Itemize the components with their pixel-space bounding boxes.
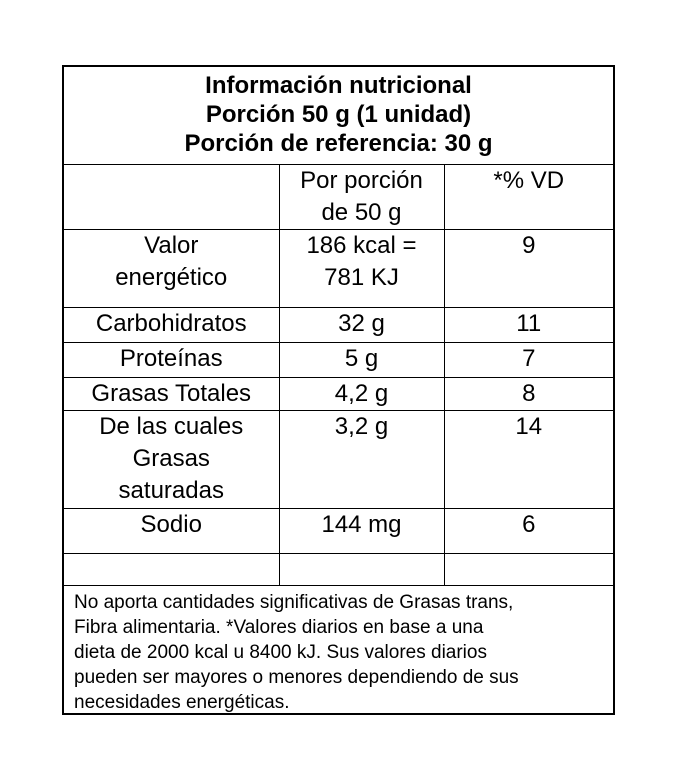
nutrient-dv: 11 — [444, 308, 613, 343]
nutrient-dv: 6 — [444, 509, 613, 554]
nutrient-name: Carbohidratos — [64, 308, 279, 343]
nutrient-name — [64, 230, 279, 308]
table-row — [64, 343, 613, 378]
nutrient-name — [64, 411, 279, 509]
label-header — [64, 67, 613, 165]
nutrient-name-line: energético — [115, 264, 228, 291]
empty-table-row — [64, 554, 613, 586]
nutrition-facts-label — [62, 65, 615, 715]
nutrient-header-cell — [64, 165, 279, 230]
nutrient-name-line: Valor — [144, 232, 199, 259]
nutrient-dv: 9 — [444, 230, 613, 308]
per-serving-header-line: Por porción — [300, 167, 423, 194]
table-row — [64, 378, 613, 411]
nutrient-amount: 3,2 g — [279, 411, 444, 509]
footnote-line: Fibra alimentaria. *Valores diarios en base a una — [74, 617, 484, 638]
empty-cell — [64, 554, 279, 586]
nutrient-dv: 8 — [444, 378, 613, 411]
nutrient-amount-line: 781 KJ — [324, 264, 399, 291]
empty-cell — [444, 554, 613, 586]
nutrition-table — [64, 165, 613, 586]
nutrient-name-line: De las cuales — [99, 413, 244, 440]
per-serving-header-line: de 50 g — [321, 199, 402, 226]
reference-serving: Porción de referencia: 30 g — [184, 130, 493, 157]
nutrient-amount — [279, 230, 444, 308]
daily-value-header: *% VD — [444, 165, 613, 230]
nutrient-dv: 7 — [444, 343, 613, 378]
nutrient-dv: 14 — [444, 411, 613, 509]
label-title: Información nutricional — [205, 72, 472, 99]
serving-size: Porción 50 g (1 unidad) — [205, 101, 472, 128]
table-row — [64, 411, 613, 509]
nutrient-name: Grasas Totales — [64, 378, 279, 411]
table-row — [64, 308, 613, 343]
empty-cell — [279, 554, 444, 586]
nutrient-name: Sodio — [64, 509, 279, 554]
footnote — [64, 585, 613, 715]
nutrient-name-line: Grasas — [132, 445, 210, 472]
nutrient-amount-line: 186 kcal = — [306, 232, 417, 259]
footnote-line: necesidades energéticas. — [74, 692, 290, 713]
nutrient-name: Proteínas — [64, 343, 279, 378]
nutrient-amount: 5 g — [279, 343, 444, 378]
nutrient-amount: 144 mg — [279, 509, 444, 554]
table-row — [64, 230, 613, 308]
footnote-line: dieta de 2000 kcal u 8400 kJ. Sus valores diarios — [74, 642, 487, 663]
table-row — [64, 509, 613, 554]
nutrient-amount: 4,2 g — [279, 378, 444, 411]
column-header-row — [64, 165, 613, 230]
footnote-line: pueden ser mayores o menores dependiendo de sus — [74, 667, 519, 688]
nutrient-amount: 32 g — [279, 308, 444, 343]
footnote-line: No aporta cantidades significativas de Grasas trans, — [74, 592, 514, 613]
per-serving-header — [279, 165, 444, 230]
nutrient-name-line: saturadas — [118, 477, 224, 504]
